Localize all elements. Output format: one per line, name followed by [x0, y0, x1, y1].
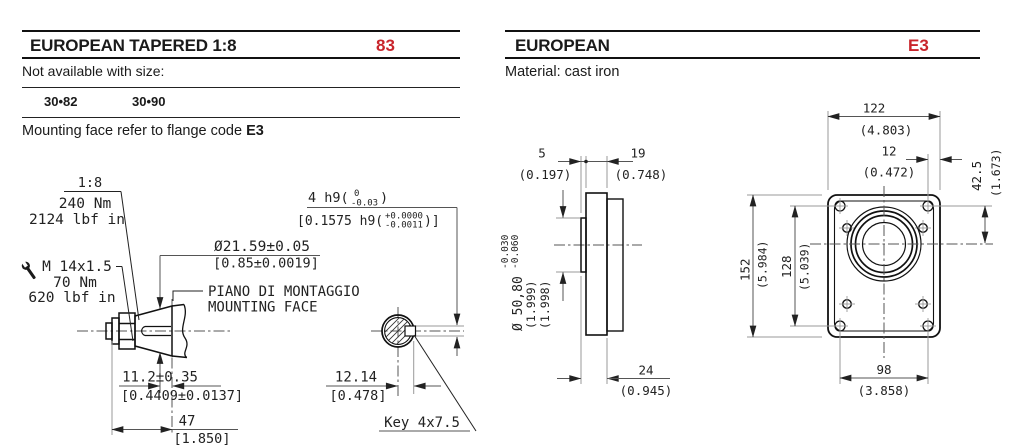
flange-drawing	[500, 95, 1019, 448]
dim-122-in: (4.803)	[859, 122, 913, 138]
sizes-rule-bottom	[22, 117, 460, 118]
dia-mm-label: Ø21.59±0.05	[213, 239, 311, 255]
key-in-tol-hi: +0.0000	[385, 211, 423, 222]
dim-425-in: (1.673)	[989, 148, 1003, 197]
key-in-tol-lo: -0.0011	[385, 220, 423, 231]
key-mm-suffix: )	[380, 190, 389, 206]
dim-5-in: (0.197)	[518, 167, 572, 182]
dim-128-mm: 128	[779, 255, 794, 278]
thread-torque-nm: 70 Nm	[53, 275, 97, 291]
key-in-suffix: )]	[424, 214, 440, 229]
dim-98-in: (3.858)	[857, 383, 911, 398]
right-header-rule-bottom	[505, 57, 980, 59]
mounting-face-it: PIANO DI MONTAGGIO	[208, 284, 360, 300]
mounting-note-code: E3	[246, 123, 264, 139]
mounting-face-en: MOUNTING FACE	[208, 299, 318, 316]
dim-112-in: [0.4409±0.0137]	[121, 388, 243, 404]
size-item-2: 30•90	[132, 94, 166, 109]
dim-19-in: (0.748)	[614, 167, 668, 182]
key-size-label: Key 4x7.5	[384, 415, 460, 431]
thread-torque-lbf: 620 lbf in	[28, 290, 116, 306]
dim-12-in: (0.472)	[862, 164, 916, 180]
flange-plate	[586, 193, 607, 335]
taper-ratio-label: 1:8	[77, 175, 103, 191]
dim-47-mm: 47	[178, 413, 196, 430]
right-panel-code: E3	[908, 36, 929, 55]
taper-torque-nm: 240 Nm	[58, 196, 112, 212]
key-in-prefix: [0.1575 h9(	[297, 214, 384, 229]
sizes-rule-top	[22, 87, 460, 88]
dia-in-label: [0.85±0.0019]	[213, 255, 319, 272]
left-panel-code: 83	[376, 36, 395, 55]
left-header-rule-top	[22, 30, 460, 32]
dim-128-in: (5.039)	[797, 242, 812, 291]
pilot-in-lo: (1.998)	[538, 280, 552, 329]
dimension-dot	[584, 160, 588, 164]
taper-torque-lbf: 2124 lbf in	[28, 212, 126, 228]
material-label: Material: cast iron	[505, 63, 620, 80]
not-available-label: Not available with size:	[22, 63, 165, 79]
dim-24-in: (0.945)	[619, 383, 673, 398]
dim-24-mm: 24	[638, 362, 654, 378]
key-mm-prefix: 4 h9(	[308, 190, 349, 206]
left-header-rule-bottom	[22, 57, 460, 59]
dim-47-in: [1.850]	[173, 431, 231, 447]
dim-5-mm: 5	[538, 145, 546, 161]
dim-1214-in: [0.478]	[329, 388, 387, 404]
size-item-1: 30•82	[44, 94, 78, 109]
mounting-note-text: Mounting face refer to flange code	[22, 123, 247, 139]
dim-425-mm: 42.5	[969, 160, 984, 191]
dim-19-mm: 19	[630, 145, 646, 161]
thread-label: M 14x1.5	[42, 259, 112, 275]
wrench-icon	[20, 259, 38, 281]
dim-98-mm: 98	[876, 362, 892, 377]
left-panel-title: EUROPEAN TAPERED 1:8	[30, 36, 237, 55]
pilot-in-hi: (1.999)	[524, 280, 538, 329]
key-offset-dimension	[326, 341, 441, 394]
dim-112-mm: 11.2±0.35	[122, 369, 198, 386]
keyway	[405, 326, 416, 336]
dim-152-mm: 152	[737, 258, 753, 281]
right-panel-title: EUROPEAN	[515, 36, 610, 55]
dim-152-in: (5.984)	[755, 240, 770, 289]
dim-1214-mm: 12.14	[334, 369, 378, 386]
flange-front-view	[738, 101, 1004, 399]
right-header-rule-top	[505, 30, 980, 32]
dim-122-mm: 122	[862, 100, 886, 116]
body-step	[607, 199, 623, 331]
pilot-tol-hi: -0.030	[500, 234, 511, 269]
key-mm-tol-hi: 0	[354, 189, 360, 199]
mounting-note	[22, 123, 264, 139]
pilot-tol-lo: -0.060	[510, 234, 521, 269]
key-mm-tol-lo: -0.03	[351, 198, 379, 209]
tapered-shaft-drawing	[20, 150, 490, 448]
pilot-dia-label: Ø 50,80	[511, 276, 526, 331]
flange-side-view	[500, 146, 672, 399]
dim-12-mm: 12	[881, 143, 897, 159]
